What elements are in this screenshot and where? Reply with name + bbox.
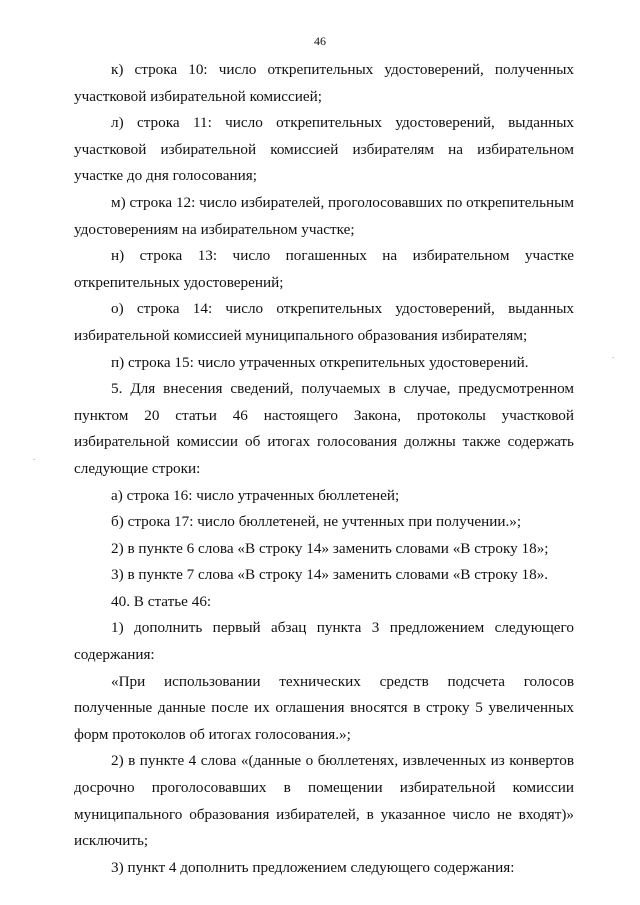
- paragraph-p: п) строка 15: число утраченных открепительных удостоверений.: [111, 353, 529, 371]
- document-body: [74, 57, 574, 881]
- margin-mark-right: .: [612, 350, 615, 360]
- paragraph-amend-2: 2) в пункте 6 слова «В строку 14» заменить словами «В строку 18»;: [111, 539, 549, 557]
- paragraph-art46-2: 2) в пункте 4 слова «(данные о бюллетенях, извлеченных из конвертов досрочно проголосовавших в помещении избирательной комиссии муниципального образования избирателей, в указанное число не входят)» исключить;: [74, 752, 574, 850]
- paragraph-m: м) строка 12: число избирателей, проголосовавших по открепительным удостоверениям на избирательном участке;: [74, 193, 574, 238]
- paragraph-art46-3: 3) пункт 4 дополнить предложением следующего содержания:: [111, 858, 515, 876]
- paragraph-quote: «При использовании технических средств подсчета голосов полученные данные после их оглашения вносятся в строку 5 увеличенных форм протоколов об итогах голосования.»;: [74, 672, 574, 743]
- paragraph-a: а) строка 16: число утраченных бюллетеней;: [111, 486, 400, 504]
- paragraph-amend-3: 3) в пункте 7 слова «В строку 14» заменить словами «В строку 18».: [111, 566, 549, 584]
- paragraph-article-40: 40. В статье 46:: [111, 592, 212, 610]
- paragraph-art46-1: 1) дополнить первый абзац пункта 3 предложением следующего содержания:: [74, 619, 574, 664]
- paragraph-item-5: 5. Для внесения сведений, получаемых в случае, предусмотренном пунктом 20 статьи 46 настоящего Закона, протоколы участковой избирательной комиссии об итогах голосования должны также содержать следующие строки:: [74, 380, 574, 477]
- paragraph-k: к) строка 10: число открепительных удостоверений, полученных участковой избирательной комиссией;: [74, 61, 574, 105]
- paragraph-l: л) строка 11: число открепительных удостоверений, выданных участковой избирательной комиссией избирателям на избирательном участке до дня голосования;: [74, 114, 574, 185]
- page-number: 46: [314, 34, 326, 48]
- paragraph-n: н) строка 13: число погашенных на избирательном участке открепительных удостоверений;: [74, 247, 574, 291]
- paragraph-b: б) строка 17: число бюллетеней, не учтенных при получении.»;: [111, 513, 522, 531]
- paragraph-o: о) строка 14: число открепительных удостоверений, выданных избирательной комиссией муниципального образования избирателям;: [74, 300, 574, 344]
- margin-mark-left: .: [33, 452, 36, 462]
